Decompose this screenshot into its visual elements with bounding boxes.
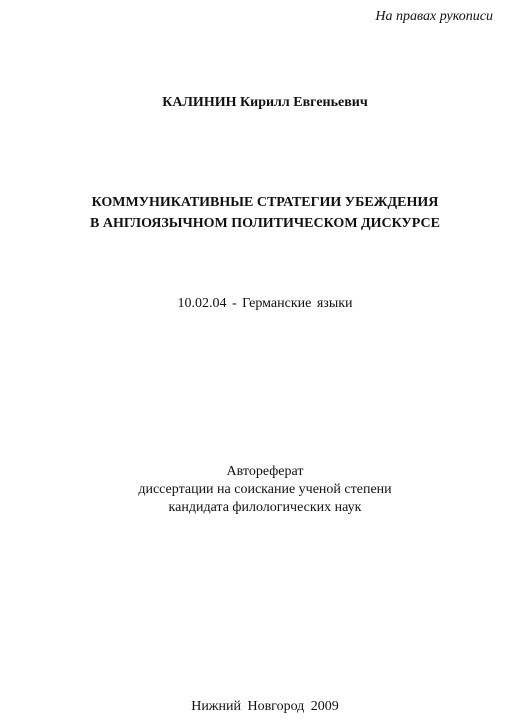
- title-line-1: КОММУНИКАТИВНЫЕ СТРАТЕГИИ УБЕЖДЕНИЯ: [91, 195, 439, 210]
- dissertation-title: [0, 192, 530, 234]
- abstract-line-2: диссертации на соискание ученой степени: [138, 482, 392, 497]
- specialty-code: 10.02.04 - Германские языки: [177, 296, 353, 311]
- abstract-line-3: кандидата филологических наук: [168, 500, 362, 515]
- author-name: КАЛИНИН Кирилл Евгеньевич: [162, 95, 368, 110]
- rights-note: На правах рукописи: [375, 9, 493, 24]
- title-line-2: В АНГЛОЯЗЫЧНОМ ПОЛИТИЧЕСКОМ ДИСКУРСЕ: [90, 216, 440, 231]
- abstract-line-1: Автореферат: [226, 464, 304, 479]
- abstract-description: [0, 463, 530, 517]
- city-year: Нижний Новгород 2009: [191, 699, 339, 714]
